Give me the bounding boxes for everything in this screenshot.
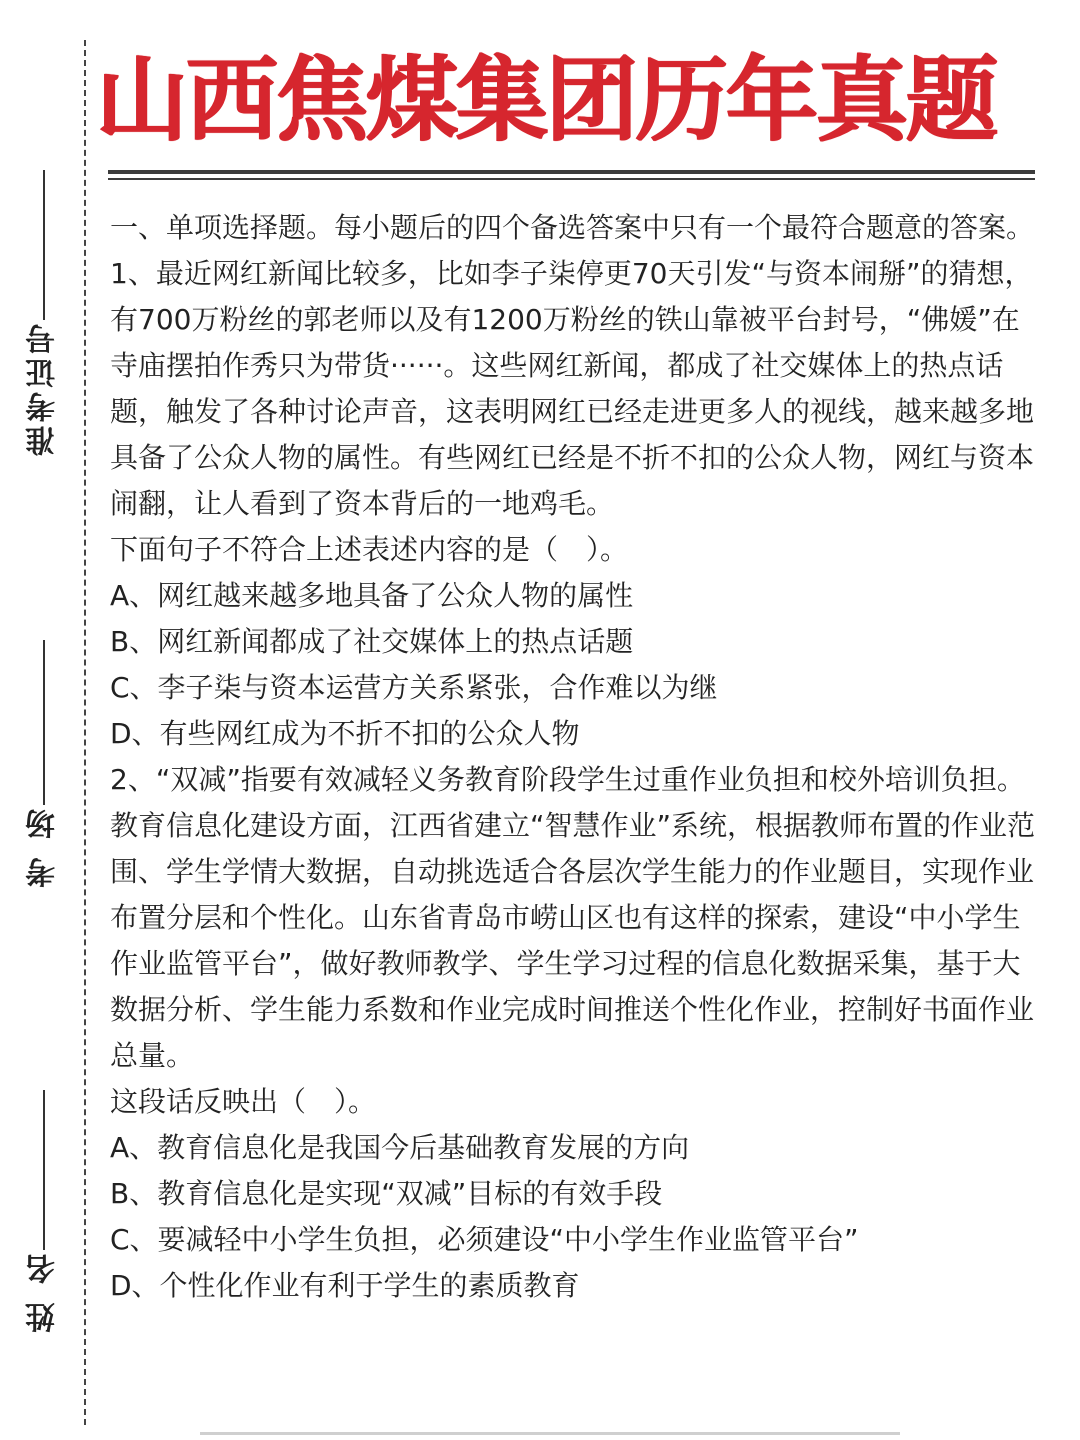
exam-id-field — [24, 170, 64, 456]
name-underline — [43, 1090, 45, 1250]
question-2-option-c: C、要减轻中小学生负担，必须建设“中小学生作业监管平台” — [110, 1223, 859, 1256]
exam-room-label: 考 场 — [26, 805, 61, 888]
question-1-option-a: A、网红越来越多地具备了公众人物的属性 — [110, 579, 634, 612]
exam-room-underline — [43, 640, 45, 805]
exam-room-field — [24, 640, 64, 887]
question-2-prompt: 这段话反映出（ ）。 — [110, 1085, 377, 1118]
question-1-option-c: C、李子柒与资本运营方关系紧张，合作难以为继 — [110, 671, 718, 704]
exam-id-label: 准考证号 — [26, 320, 61, 456]
name-field — [24, 1090, 64, 1332]
title-rule-thick — [108, 170, 1035, 174]
question-1-prompt: 下面句子不符合上述表述内容的是（ ）。 — [110, 533, 629, 566]
question-1-passage: 1、最近网红新闻比较多，比如李子柒停更70天引发“与资本闹掰”的猜想，有700万粉丝的郭老师以及有1200万粉丝的铁山靠被平台封号，“佛媛”在寺庙摆拍作秀只为带货······。这些网红新闻，都成了社交媒体上的热点话题，触发了各种讨论声音，这表明网红已经走进更多人的视线，越来越多地具备了公众人物的属性。有些网红已经是不折不扣的公众人物，网红与资本闹翻，让人看到了资本背后的一地鸡毛。 — [110, 257, 1035, 520]
question-2-option-b: B、教育信息化是实现“双减”目标的有效手段 — [110, 1177, 663, 1210]
binding-dashed-line — [84, 40, 86, 1425]
question-1-option-d: D、有些网红成为不折不扣的公众人物 — [110, 717, 580, 750]
page-bottom-edge — [200, 1432, 900, 1435]
question-1-option-b: B、网红新闻都成了社交媒体上的热点话题 — [110, 625, 634, 658]
question-2-passage: 2、“双减”指要有效减轻义务教育阶段学生过重作业负担和校外培训负担。教育信息化建设方面，江西省建立“智慧作业”系统，根据教师布置的作业范围、学生学情大数据，自动挑选适合各层次学生能力的作业题目，实现作业布置分层和个性化。山东省青岛市崂山区也有这样的探索，建设“中小学生作业监管平台”，做好教师教学、学生学习过程的信息化数据采集，基于大数据分析、学生能力系数和作业完成时间推送个性化作业，控制好书面作业总量。 — [110, 763, 1036, 1072]
question-content — [110, 205, 1045, 1309]
exam-id-underline — [43, 170, 45, 320]
name-label: 姓 名 — [26, 1250, 61, 1333]
question-2-option-d: D、个性化作业有利于学生的素质教育 — [110, 1269, 580, 1302]
section-heading: 一、单项选择题。每小题后的四个备选答案中只有一个最符合题意的答案。 — [110, 211, 1035, 244]
title-rule-thin — [108, 178, 1035, 180]
page-title: 山西焦煤集团历年真题 — [96, 47, 997, 154]
question-2-option-a: A、教育信息化是我国今后基础教育发展的方向 — [110, 1131, 690, 1164]
